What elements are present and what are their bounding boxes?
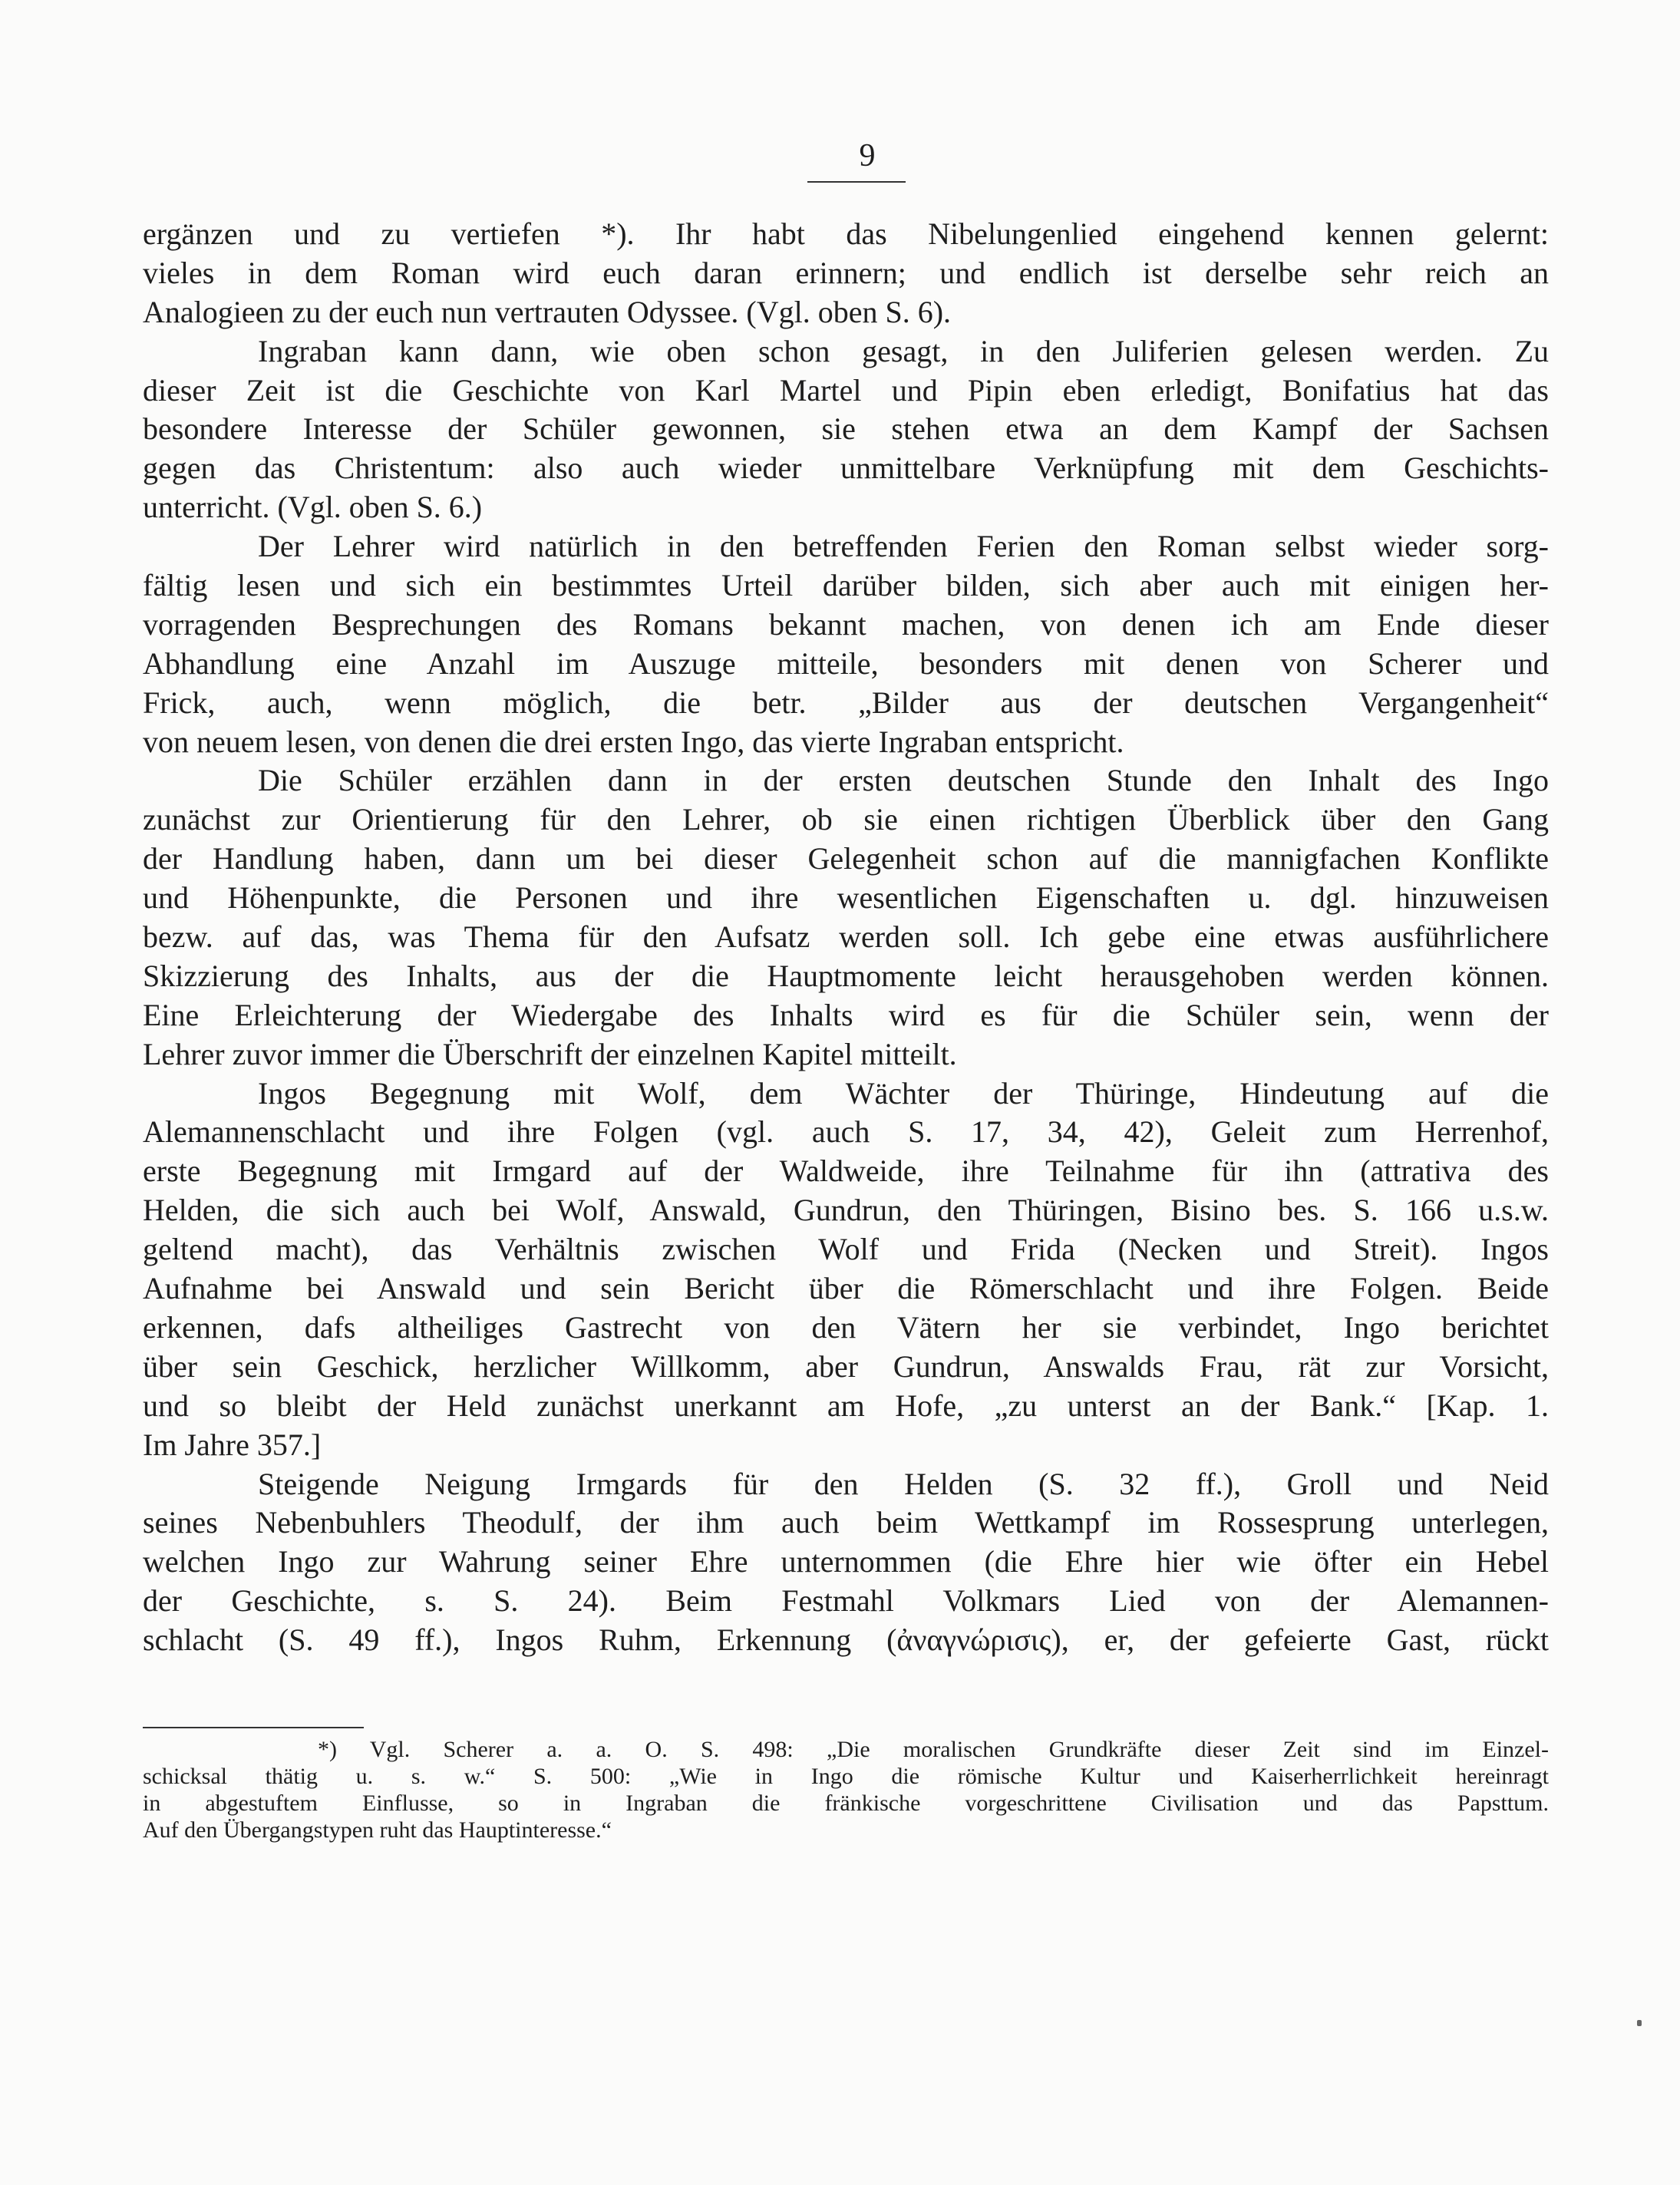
text-line: Im Jahre 357.]: [143, 1427, 322, 1462]
scan-speck: [1637, 2020, 1642, 2026]
text-line: gegen das Christentum: also auch wieder unmittelbare Verknüpfung mit dem Geschichts-: [143, 451, 1549, 486]
footnote-line: in abgestuftem Einflusse, so in Ingraban die fränkische vorgeschrittene Civilisation und das Papsttum.: [143, 1791, 1549, 1816]
text-line: der Handlung haben, dann um bei dieser Gelegenheit schon auf die mannigfachen Konflikte: [143, 841, 1549, 876]
text-line: der Geschichte, s. S. 24). Beim Festmahl Volkmars Lied von der Alemannen-: [143, 1583, 1549, 1619]
text-line: Aufnahme bei Answald und sein Bericht über die Römerschlacht und ihre Folgen. Beide: [143, 1271, 1549, 1306]
text-line: schlacht (S. 49 ff.), Ingos Ruhm, Erkennung (ἀναγνώρισις), er, der gefeierte Gast, rückt: [143, 1622, 1549, 1658]
text-line: bezw. auf das, was Thema für den Aufsatz werden soll. Ich gebe eine etwas ausführlichere: [143, 919, 1549, 955]
text-line: Ingraban kann dann, wie oben schon gesagt, in den Juliferien gelesen werden. Zu: [258, 333, 1549, 368]
page-number-rule: [807, 181, 906, 183]
text-line: über sein Geschick, herzlicher Willkomm, aber Gundrun, Answalds Frau, rät zur Vorsicht,: [143, 1348, 1549, 1384]
text-line: ergänzen und zu vertiefen *). Ihr habt das Nibelungenlied eingehend kennen gelernt:: [143, 216, 1549, 251]
text-line: Ingos Begegnung mit Wolf, dem Wächter der Thüringe, Hindeutung auf die: [258, 1075, 1549, 1111]
text-line: Analogieen zu der euch nun vertrauten Odyssee. (Vgl. oben S. 6).: [143, 294, 952, 329]
footnote-line: *) Vgl. Scherer a. a. O. S. 498: „Die moralischen Grundkräfte dieser Zeit sind im Einzel-: [318, 1737, 1549, 1762]
text-line: unterricht. (Vgl. oben S. 6.): [143, 490, 483, 525]
text-line: Alemannenschlacht und ihre Folgen (vgl. auch S. 17, 34, 42), Geleit zum Herrenhof,: [143, 1114, 1549, 1150]
text-line: Frick, auch, wenn möglich, die betr. „Bilder aus der deutschen Vergangenheit“: [143, 685, 1549, 720]
text-line: geltend macht), das Verhältnis zwischen Wolf und Frida (Necken und Streit). Ingos: [143, 1232, 1549, 1267]
text-line: Der Lehrer wird natürlich in den betreffenden Ferien den Roman selbst wieder sorg-: [258, 529, 1549, 564]
footnote-line: Auf den Übergangstypen ruht das Hauptinteresse.“: [143, 1817, 612, 1843]
text-line: erste Begegnung mit Irmgard auf der Waldweide, ihre Teilnahme für ihn (attrativa des: [143, 1154, 1549, 1189]
text-line: welchen Ingo zur Wahrung seiner Ehre unternommen (die Ehre hier wie öfter ein Hebel: [143, 1544, 1549, 1579]
footnote-line: schicksal thätig u. s. w.“ S. 500: „Wie in Ingo die römische Kultur und Kaiserherrlichkeit hereinragt: [143, 1764, 1549, 1789]
text-line: besondere Interesse der Schüler gewonnen, sie stehen etwa an dem Kampf der Sachsen: [143, 411, 1549, 447]
text-line: zunächst zur Orientierung für den Lehrer, ob sie einen richtigen Überblick über den Gang: [143, 802, 1549, 837]
text-line: Abhandlung eine Anzahl im Auszuge mitteile, besonders mit denen von Scherer und: [143, 645, 1549, 681]
footnote: [143, 1736, 1549, 1843]
page-number: 9: [859, 138, 876, 173]
text-line: Lehrer zuvor immer die Überschrift der einzelnen Kapitel mitteilt.: [143, 1036, 957, 1071]
text-line: vorragenden Besprechungen des Romans bekannt machen, von denen ich am Ende dieser: [143, 606, 1549, 642]
text-line: dieser Zeit ist die Geschichte von Karl Martel und Pipin eben erledigt, Bonifatius hat das: [143, 372, 1549, 408]
text-line: und Höhenpunkte, die Personen und ihre wesentlichen Eigenschaften u. dgl. hinzuweisen: [143, 880, 1549, 916]
footnote-rule: [143, 1727, 364, 1728]
text-line: Steigende Neigung Irmgards für den Helden (S. 32 ff.), Groll und Neid: [258, 1466, 1549, 1501]
text-line: Helden, die sich auch bei Wolf, Answald, Gundrun, den Thüringen, Bisino bes. S. 166 u.s.w.: [143, 1193, 1549, 1228]
text-line: vieles in dem Roman wird euch daran erinnern; und endlich ist derselbe sehr reich an: [143, 255, 1549, 290]
text-line: und so bleibt der Held zunächst unerkannt am Hofe, „zu unterst an der Bank.“ [Kap. 1.: [143, 1388, 1549, 1423]
text-line: fältig lesen und sich ein bestimmtes Urteil darüber bilden, sich aber auch mit einigen her-: [143, 568, 1549, 603]
text-line: Die Schüler erzählen dann in der ersten deutschen Stunde den Inhalt des Ingo: [258, 763, 1549, 798]
text-line: Eine Erleichterung der Wiedergabe des Inhalts wird es für die Schüler sein, wenn der: [143, 997, 1549, 1032]
text-line: erkennen, dafs altheiliges Gastrecht von den Vätern her sie verbindet, Ingo berichtet: [143, 1309, 1549, 1345]
body-text: [143, 215, 1549, 1660]
text-line: seines Nebenbuhlers Theodulf, der ihm auch beim Wettkampf im Rossesprung unterlegen,: [143, 1505, 1549, 1540]
text-line: Skizzierung des Inhalts, aus der die Hauptmomente leicht herausgehoben werden können.: [143, 958, 1549, 993]
text-line: von neuem lesen, von denen die drei ersten Ingo, das vierte Ingraban entspricht.: [143, 724, 1124, 759]
